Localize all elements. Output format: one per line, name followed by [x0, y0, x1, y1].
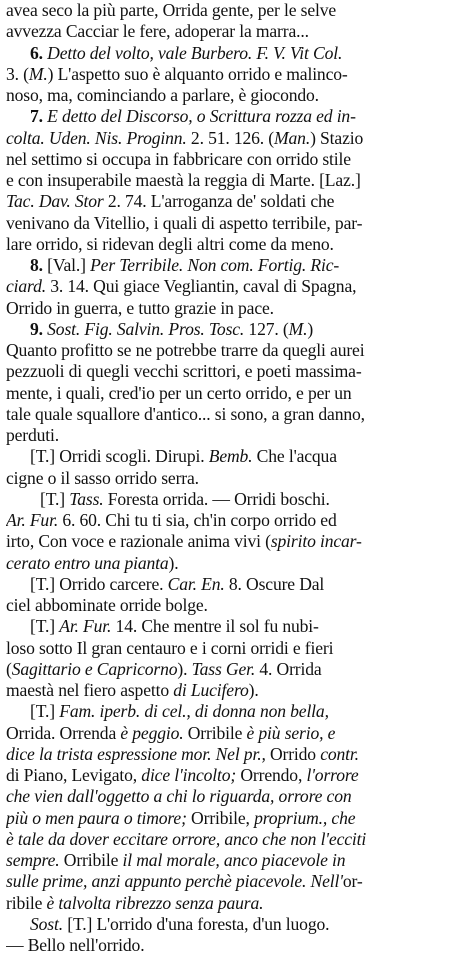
text-segment: Fam. iperb. di cel., di donna non bella, — [59, 701, 329, 722]
text-segment: Sost. Fig. Salvin. Pros. Tosc. — [47, 318, 245, 339]
text-line — [6, 21, 466, 42]
text-line — [6, 531, 466, 552]
text-segment: Man. — [274, 127, 311, 148]
text-line — [6, 850, 466, 871]
text-segment: proprium., che — [254, 807, 356, 828]
text-segment: Tass. — [69, 488, 104, 509]
text-line — [6, 595, 466, 616]
text-segment: [T.] L'orrido d'una foresta, d'un luogo. — [62, 913, 330, 934]
text-segment: colta. Uden. Nis. Proginn. — [6, 127, 187, 148]
text-line — [6, 191, 466, 212]
text-segment: 8. — [30, 255, 48, 275]
text-segment: or- — [342, 871, 363, 892]
text-line — [6, 128, 466, 149]
text-segment: 4. Orrida — [255, 658, 322, 679]
text-segment: M. — [288, 318, 308, 339]
text-segment: ribile — [6, 892, 47, 913]
text-segment: di Lucifero — [173, 680, 249, 700]
text-line — [6, 85, 466, 106]
text-segment: ) L'aspetto suo è alquanto orrido e malinco- — [47, 63, 348, 84]
text-segment: Orribile, — [186, 807, 255, 828]
text-segment: più o men paura o timore; — [6, 807, 187, 828]
text-segment: Car. En. — [167, 573, 225, 594]
text-segment: — Bello nell'orrido. — [6, 935, 145, 955]
text-line — [6, 808, 466, 829]
text-line — [6, 468, 466, 489]
text-line — [6, 213, 466, 234]
text-segment: ciel abbominate orride bolge. — [6, 595, 208, 615]
text-segment: sempre. — [6, 850, 60, 870]
text-segment: mente, i quali, cred'io per un certo orrido, e per un — [6, 382, 352, 403]
text-segment: 127. ( — [244, 318, 289, 339]
text-segment: è più serio, e — [246, 722, 336, 743]
text-line — [6, 893, 466, 914]
text-segment: Tac. Dav. Stor — [6, 191, 104, 212]
text-line — [6, 659, 466, 680]
text-segment: dice l'incolto; — [141, 765, 237, 785]
text-segment: Orribile — [183, 722, 247, 743]
text-line — [6, 786, 466, 807]
text-segment: M. — [28, 63, 48, 84]
text-line — [6, 276, 466, 297]
text-line — [6, 64, 466, 85]
text-segment: 6. 60. Chi tu ti sia, ch'in corpo orrido ed — [58, 510, 337, 530]
text-line — [6, 446, 466, 467]
text-line — [6, 510, 466, 531]
text-line — [6, 871, 466, 892]
text-segment: è peggio. — [120, 722, 184, 743]
text-line — [6, 0, 466, 21]
text-line — [6, 701, 466, 722]
text-segment: noso, ma, cominciando a parlare, è giocondo. — [6, 85, 319, 105]
text-line — [6, 340, 466, 361]
text-segment: maestà nel fiero aspetto — [6, 680, 174, 700]
text-segment: avvezza Cacciar le fere, adoperar la marra... — [6, 21, 309, 42]
text-line — [6, 553, 466, 574]
text-line — [6, 234, 466, 255]
text-line — [6, 574, 466, 595]
text-segment: 2. 74. L'arroganza de' soldati che — [103, 191, 335, 212]
text-segment: è talvolta ribrezzo senza paura. — [46, 892, 264, 913]
text-segment: Che l'acqua — [252, 446, 337, 467]
text-line — [6, 361, 466, 382]
text-line — [6, 298, 466, 319]
text-line — [6, 404, 466, 425]
text-segment: pezzuoli di quegli vecchi scrittori, e poeti massima- — [6, 361, 362, 382]
text-segment: 7. — [30, 106, 48, 127]
text-segment: ). — [177, 658, 192, 679]
text-segment: avea seco la più parte, Orrida gente, per le selve — [6, 0, 337, 20]
text-segment: Orrido in guerra, e tutto grazie in pace. — [6, 297, 274, 318]
text-line — [6, 489, 466, 510]
text-segment: nel settimo si occupa in fabbricare con orrido stile — [6, 148, 351, 169]
text-segment: il mal morale, anco piacevole in — [122, 850, 346, 870]
text-segment: Sost. — [30, 913, 63, 934]
text-line — [6, 383, 466, 404]
text-segment: irto, Con voce e razionale anima vivi ( — [6, 531, 271, 552]
text-line — [6, 149, 466, 170]
text-segment: Orrendo, — [236, 765, 307, 785]
text-segment: ciard. — [6, 276, 46, 297]
text-segment: 3. ( — [6, 63, 29, 84]
text-line — [6, 319, 466, 340]
text-line — [6, 680, 466, 701]
text-segment: Detto del volto, vale Burbero. F. V. Vit Col. — [47, 42, 343, 63]
text-segment: 14. Che mentre il sol fu nubi- — [111, 616, 319, 637]
text-line — [6, 723, 466, 744]
text-segment: Foresta orrida. — Orridi boschi. — [103, 488, 330, 509]
text-segment: ) Stazio — [310, 127, 364, 148]
text-line — [6, 935, 466, 956]
text-segment: Piano, Levigato, — [19, 765, 142, 785]
text-segment: 8. Oscure Dal — [224, 573, 325, 594]
text-segment: [T.] — [40, 488, 70, 509]
text-segment: 2. 51. 126. ( — [186, 127, 275, 148]
text-segment: perduti. — [6, 425, 60, 445]
text-line — [6, 255, 466, 276]
text-segment: Ar. Fur. — [59, 616, 112, 637]
text-line — [6, 638, 466, 659]
text-line — [6, 616, 466, 637]
text-segment: cigne o il sasso orrido serra. — [6, 467, 199, 488]
text-segment: Per Terribile. Non com. Fortig. Ric- — [90, 255, 340, 275]
text-line — [6, 425, 466, 446]
text-segment: tale quale squallore d'antico... si sono, a gran danno, — [6, 403, 365, 424]
text-segment: [T.] — [30, 616, 60, 637]
text-line — [6, 765, 466, 786]
text-segment: contr. — [320, 743, 359, 764]
text-segment: [Val.] — [47, 255, 91, 275]
text-segment: [T.] Orrido carcere. — [30, 573, 168, 594]
text-line — [6, 829, 466, 850]
text-segment: ). — [248, 680, 259, 700]
text-segment: 3. 14. Qui giace Vegliantin, caval di Spagna, — [45, 276, 357, 297]
text-segment: E detto del Discorso, o Scrittura rozza ed in- — [47, 106, 356, 127]
text-segment: Orribile — [59, 850, 123, 870]
text-line — [6, 106, 466, 127]
text-line — [6, 914, 466, 935]
text-segment: e con insuperabile maestà la reggia di Marte. [Laz.] — [6, 170, 361, 190]
text-segment: lare orrido, si ridevan degli altri come da meno. — [6, 233, 334, 254]
text-segment: Orrido — [265, 743, 321, 764]
text-segment: ). — [168, 552, 179, 573]
text-segment: l'orrore — [306, 765, 359, 785]
text-segment: cerato entro una pianta — [6, 552, 169, 573]
text-segment: venivano da Vitellio, i quali di aspetto terribile, par- — [6, 212, 363, 233]
text-line — [6, 43, 466, 64]
text-segment: Tass Ger. — [191, 658, 256, 679]
text-segment: è tale da dover eccitare orrore, anco che non l'ecciti — [6, 828, 367, 849]
text-segment: loso sotto Il gran centauro e i corni orridi e fieri — [6, 637, 334, 658]
text-segment: 9. — [30, 318, 48, 339]
text-segment: di — [6, 765, 20, 785]
text-segment: [T.] Orridi scogli. Dirupi. — [30, 446, 209, 467]
text-segment: ( — [6, 658, 12, 679]
text-segment: che vien dall'oggetto a chi lo riguarda, orrore con — [6, 786, 352, 807]
text-segment: Orrida. Orrenda — [6, 722, 121, 743]
text-segment: spirito incar- — [270, 531, 362, 552]
text-line — [6, 744, 466, 765]
text-line — [6, 170, 466, 191]
text-segment: Sagittario e Capricorno — [11, 658, 178, 679]
text-segment: [T.] — [30, 701, 60, 722]
text-segment: 6. — [30, 42, 48, 63]
text-segment: ) — [307, 318, 314, 339]
text-segment: dice la trista espressione mor. Nel pr., — [6, 743, 266, 764]
text-segment: Quanto profitto se ne potrebbe trarre da quegli aurei — [6, 340, 365, 360]
text-segment: sulle prime, anzi appunto perchè piacevole. Nell' — [6, 871, 343, 892]
text-segment: Ar. Fur. — [6, 510, 59, 530]
text-segment: Bemb. — [208, 446, 253, 467]
